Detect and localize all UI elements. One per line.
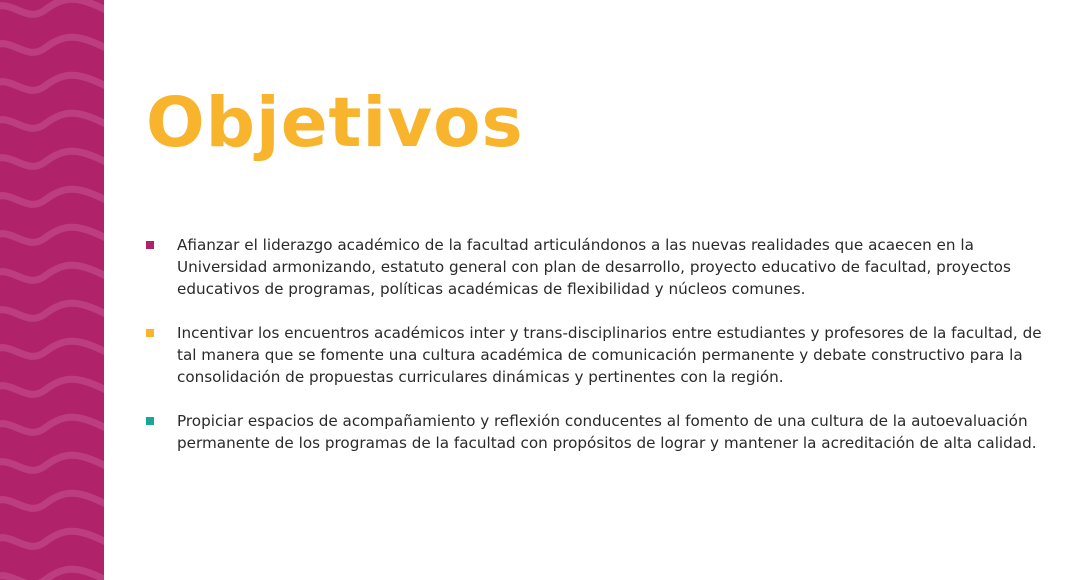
objective-text: Afianzar el liderazgo académico de la facultad articulándonos a las nuevas realidades que acaecen en la Universidad armonizando, estatuto general con plan de desarrollo, proyecto educativo de facultad, proyectos educativos de programas, políticas académicas de flexibilidad y núcleos comunes. bbox=[177, 236, 1011, 298]
objective-text: Propiciar espacios de acompañamiento y reflexión conducentes al fomento de una cultura de la autoevaluación permanente de los programas de la facultad con propósitos de lograr y mantener la acreditación de alta calidad. bbox=[177, 412, 1037, 452]
wave-pattern bbox=[0, 0, 104, 580]
square-bullet-icon bbox=[146, 241, 154, 249]
page-title: Objetivos bbox=[146, 83, 524, 163]
list-item bbox=[146, 410, 1051, 454]
list-item bbox=[146, 322, 1051, 388]
decorative-side-band bbox=[0, 0, 104, 580]
square-bullet-icon bbox=[146, 329, 154, 337]
objective-text: Incentivar los encuentros académicos inter y trans-disciplinarios entre estudiantes y profesores de la facultad, de tal manera que se fomente una cultura académica de comunicación permanente y debate constructivo para la consolidación de propuestas curriculares dinámicas y pertinentes con la región. bbox=[177, 324, 1042, 386]
objectives-list bbox=[146, 234, 1051, 476]
list-item bbox=[146, 234, 1051, 300]
square-bullet-icon bbox=[146, 417, 154, 425]
